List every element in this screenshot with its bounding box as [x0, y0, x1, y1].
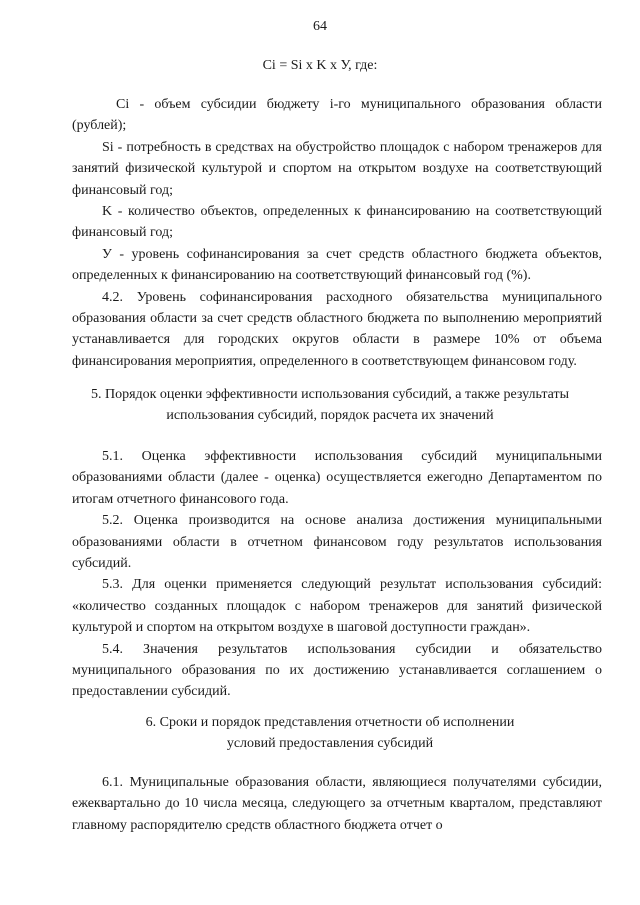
section-5-heading-line2: использования субсидий, порядок расчета их значений	[166, 408, 494, 424]
section-6-heading-line2: условий предоставления субсидий	[226, 736, 434, 752]
paragraph-5-4: 5.4. Значения результатов использования субсидии и обязательство муниципального образования по их достижению устанавливается соглашением о предоставлении субсидий.	[72, 641, 602, 700]
section-6-heading	[60, 712, 600, 755]
definition-u: У - уровень софинансирования за счет средств областного бюджета объектов, определенных к финансированию на соответствующий финансовый год (%).	[72, 246, 602, 284]
section-6-heading-line1: 6. Сроки и порядок представления отчетности об исполнении	[145, 715, 515, 730]
paragraph-4-2: 4.2. Уровень софинансирования расходного обязательства муниципального образования области за счет средств областного бюджета по выполнению мероприятий устанавливается для городских округов области в размере 10% от объема финансирования мероприятия, определенного в соответствующем финансовом году.	[72, 289, 602, 369]
section-5-heading-line1: 5. Порядок оценки эффективности использования субсидий, а также результаты	[90, 387, 570, 402]
section-5-heading	[60, 384, 600, 427]
section-5-body	[72, 446, 602, 703]
subsidy-formula: Ci = Si х K х У, где:	[262, 58, 378, 73]
formula-definitions	[72, 94, 602, 372]
definition-ci: Ci - объем субсидии бюджету i-го муниципального образования области (рублей);	[72, 97, 602, 134]
paragraph-6-1: 6.1. Муниципальные образования области, являющиеся получателями субсидии, ежеквартально до 10 числа месяца, следующего за отчетным кварталом, представляют главному распорядителю средств областного бюджета отчет о	[72, 775, 602, 833]
definition-si: Si - потребность в средствах на обустройство площадок с набором тренажеров для занятий физической культурой и спортом на открытом воздухе на соответствующий финансовый год;	[72, 139, 602, 198]
paragraph-5-1: 5.1. Оценка эффективности использования субсидий муниципальными образованиями области (далее - оценка) осуществляется ежегодно Департаментом по итогам отчетного финансового года.	[72, 449, 602, 507]
page-number: 64	[313, 19, 327, 34]
definition-k: K - количество объектов, определенных к финансированию на соответствующий финансовый год;	[72, 204, 602, 241]
section-6-body	[72, 772, 602, 836]
paragraph-5-2: 5.2. Оценка производится на основе анализа достижения муниципальными образованиями области в отчетном финансовом году результатов использования субсидий.	[72, 513, 602, 572]
paragraph-5-3: 5.3. Для оценки применяется следующий результат использования субсидий: «количество созданных площадок с набором тренажеров для занятий физической культурой и спортом на открытом воздухе в шаговой доступности граждан».	[72, 577, 602, 636]
